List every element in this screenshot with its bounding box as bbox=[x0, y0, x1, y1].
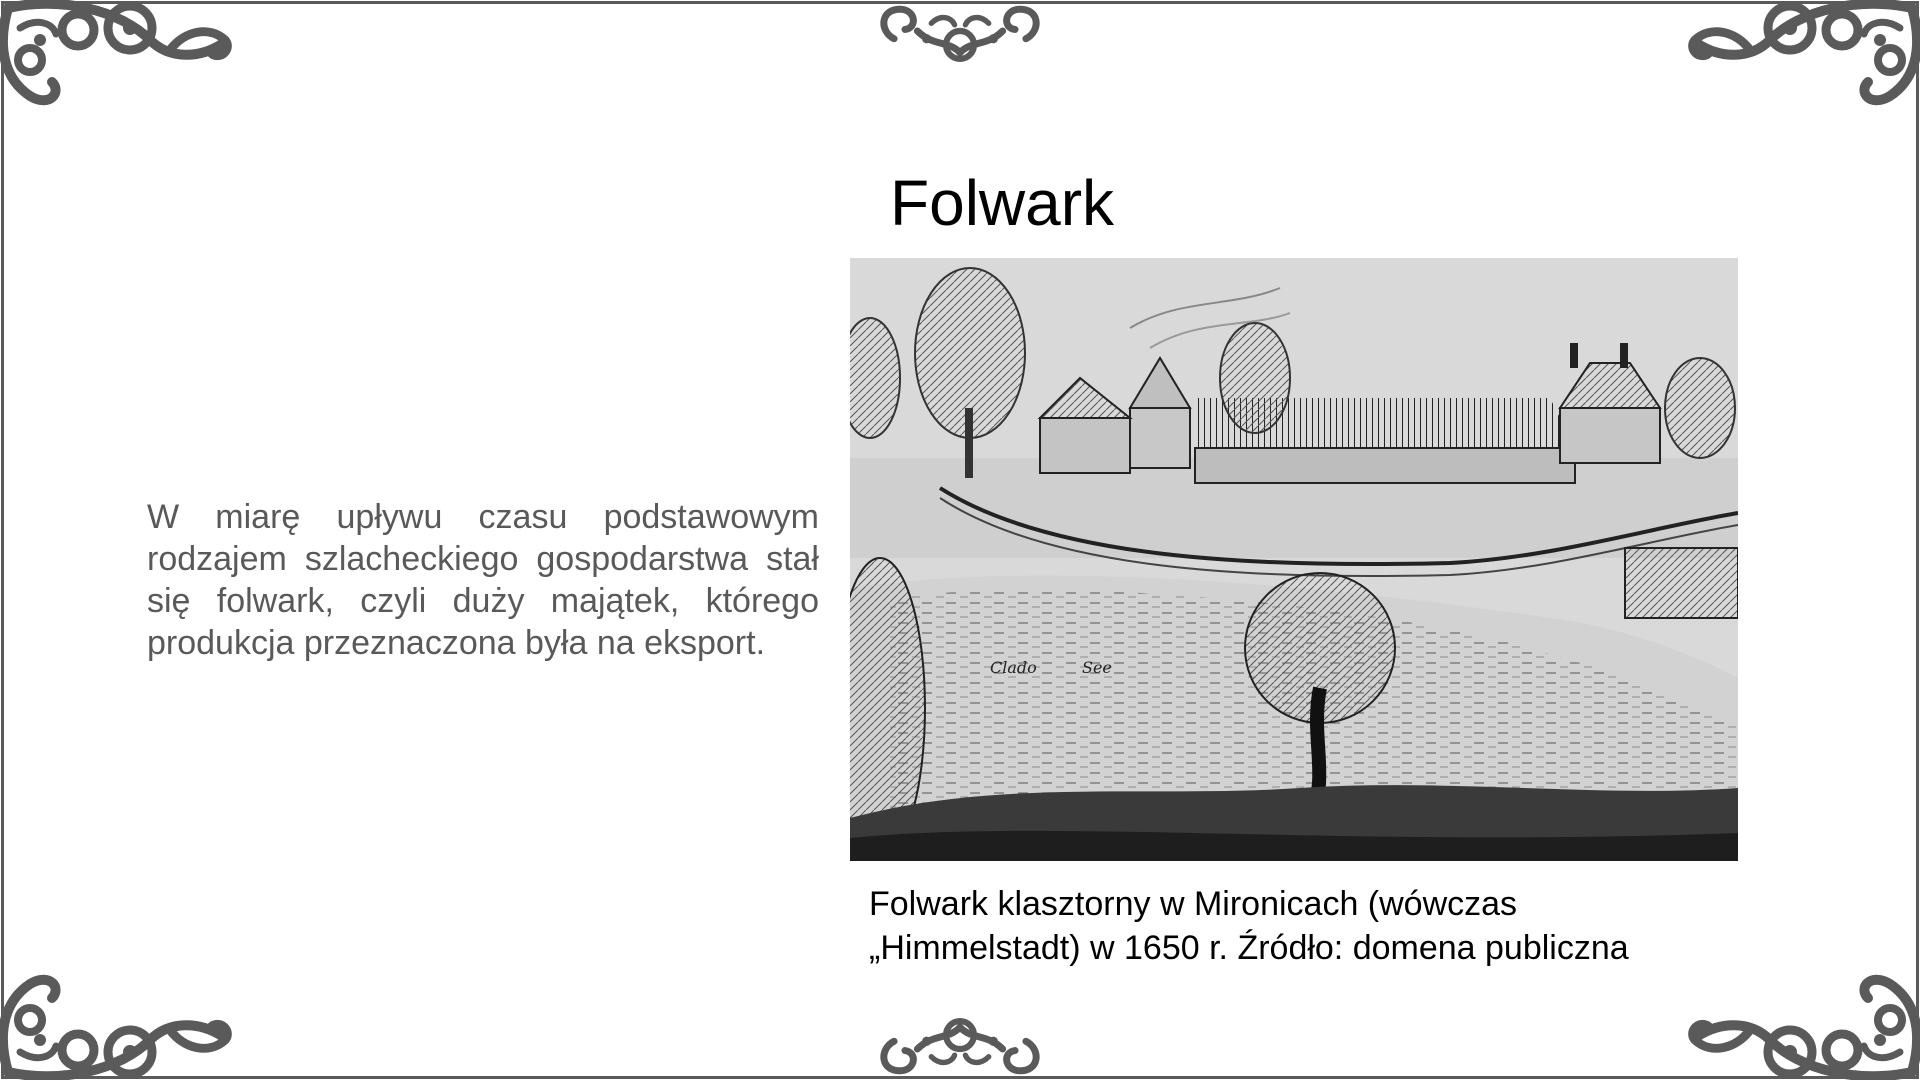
engraving-inscription-left: Clado bbox=[990, 658, 1037, 677]
bottom-left-flourish-icon bbox=[0, 968, 236, 1080]
bottom-center-crest-icon bbox=[845, 1018, 1075, 1080]
top-center-crest-icon bbox=[845, 0, 1075, 62]
folwark-engraving-image bbox=[850, 258, 1738, 861]
slide-title: Folwark bbox=[890, 167, 1115, 239]
engraving-inscription-right: See bbox=[1082, 658, 1112, 677]
bottom-right-flourish-icon bbox=[1684, 968, 1920, 1080]
image-caption: Folwark klasztorny w Mironicach (wówczas „Himmelstadt) w 1650 r. Źródło: domena publiczna bbox=[869, 885, 1629, 967]
body-paragraph: W miarę upływu czasu podstawowym rodzajem szlacheckiego gospodarstwa stał się folwark, czyli duży majątek, którego produkcja przeznaczona była na eksport. bbox=[147, 498, 819, 662]
top-right-flourish-icon bbox=[1684, 0, 1920, 112]
top-left-flourish-icon bbox=[0, 0, 236, 112]
